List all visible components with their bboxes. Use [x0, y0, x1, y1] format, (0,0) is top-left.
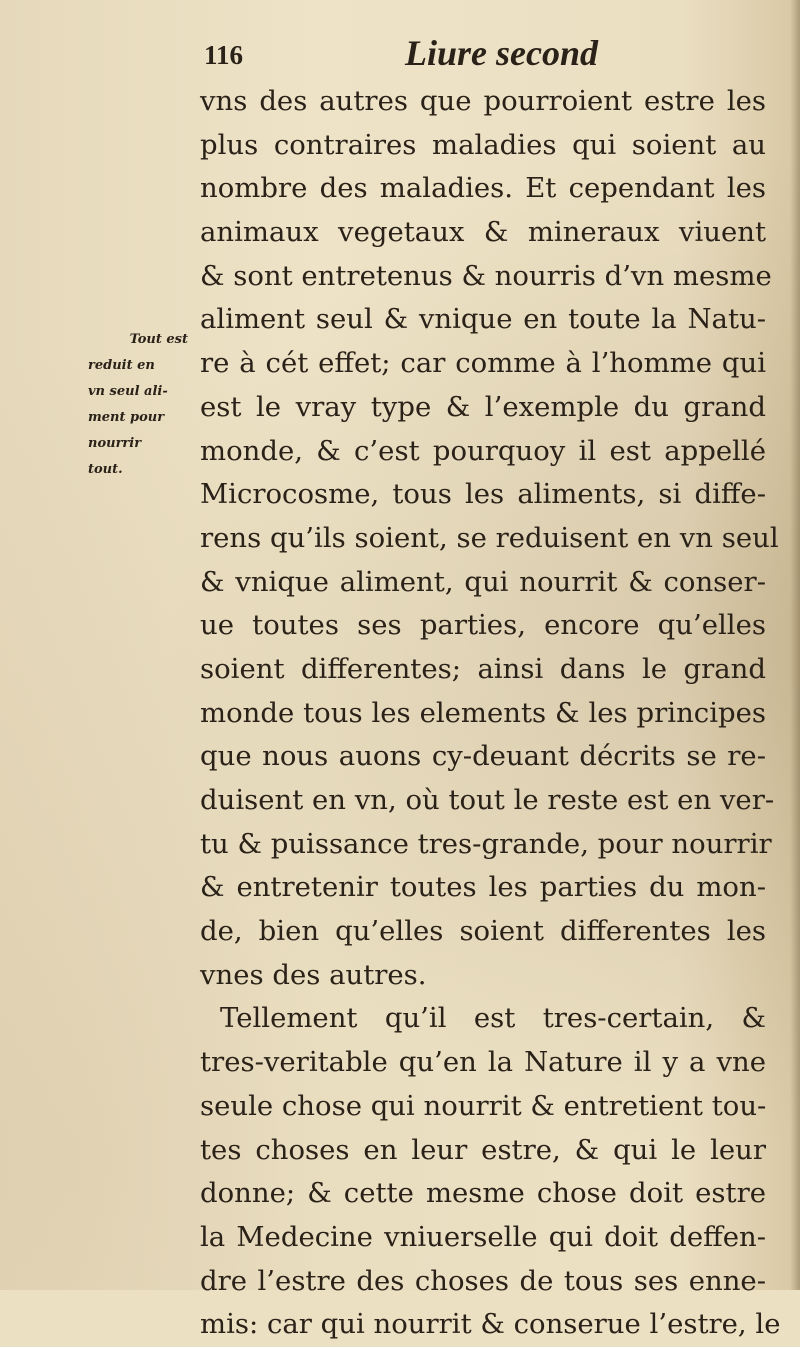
text-line: tu & puissance tres-grande, pour nourrir — [200, 827, 772, 860]
text-line: plus contraires maladies qui soient au — [200, 128, 766, 161]
text-line: que nous auons cy-deuant décrits se re- — [200, 740, 766, 773]
text-line: monde, & c’est pourquoy il est appellé — [200, 434, 766, 467]
body-text — [200, 80, 781, 1347]
text-line: monde tous les elements & les principes — [200, 696, 766, 729]
text-line: rens qu’ils soient, se reduisent en vn seul — [200, 521, 779, 554]
text-line: aliment seul & vnique en toute la Natu- — [200, 303, 766, 336]
text-line: de, bien qu’elles soient differentes les — [200, 915, 766, 948]
text-line: tes choses en leur estre, & qui le leur — [200, 1133, 766, 1166]
text-line: animaux vegetaux & mineraux viuent — [200, 216, 766, 249]
text-line: la Medecine vniuerselle qui doit deffen- — [200, 1220, 766, 1253]
text-line: tres-veritable qu’en la Nature il y a vne — [200, 1046, 766, 1079]
margin-note-line: nourrir — [88, 436, 142, 451]
text-line: seule chose qui nourrit & entretient tou- — [200, 1089, 767, 1122]
running-head: Liure second — [405, 33, 598, 73]
text-line: & sont entretenus & nourris d’vn mesme — [200, 259, 772, 292]
text-line: ue toutes ses parties, encore qu’elles — [200, 609, 766, 642]
text-line: duisent en vn, où tout le reste est en ver- — [200, 784, 775, 816]
margin-note-line: reduit en — [88, 358, 155, 373]
text-line: & vnique aliment, qui nourrit & conser- — [200, 565, 766, 598]
text-line: Tellement qu’il est tres-certain, & — [220, 1002, 766, 1035]
text-line: est le vray type & l’exemple du grand — [200, 390, 766, 423]
margin-note-line: ment pour — [88, 410, 165, 425]
text-line: re à cét effet; car comme à l’homme qui — [200, 347, 766, 380]
margin-note-line: vn seul ali- — [88, 384, 168, 399]
margin-note-line: tout. — [88, 462, 123, 477]
text-line: mis: car qui nourrit & conserue l’estre, le — [200, 1308, 781, 1341]
page-number: 116 — [204, 40, 244, 70]
page-header — [200, 28, 760, 78]
margin-note — [88, 327, 188, 483]
margin-note-line: Tout est — [129, 332, 188, 347]
page-edge-shadow — [790, 0, 800, 1290]
text-line: Microcosme, tous les aliments, si diffe- — [200, 478, 766, 511]
text-line: nombre des maladies. Et cependant les — [200, 172, 766, 205]
text-line: vnes des autres. — [200, 958, 427, 991]
text-line: vns des autres que pourroient estre les — [200, 85, 766, 117]
text-line: & entretenir toutes les parties du mon- — [200, 871, 766, 904]
text-line: donne; & cette mesme chose doit estre — [200, 1177, 766, 1210]
text-line: soient differentes; ainsi dans le grand — [200, 652, 766, 685]
text-line: dre l’estre des choses de tous ses enne- — [200, 1264, 766, 1297]
